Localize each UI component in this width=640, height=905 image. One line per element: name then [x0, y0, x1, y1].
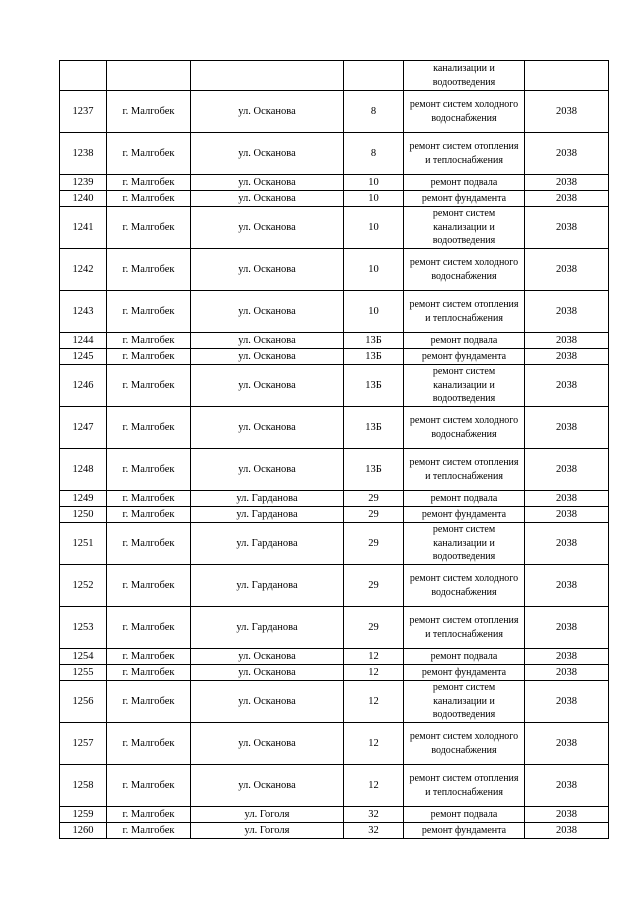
- city-cell: г. Малгобек: [107, 349, 191, 365]
- house-cell: [344, 61, 404, 91]
- house-cell: 10: [344, 291, 404, 333]
- work-type-cell: ремонт систем канализации и водоотведения: [404, 523, 525, 565]
- city-cell: г. Малгобек: [107, 407, 191, 449]
- row-number: 1241: [60, 207, 107, 249]
- table-row: [60, 765, 609, 807]
- street-cell: ул. Осканова: [191, 249, 344, 291]
- year-cell: 2038: [525, 91, 609, 133]
- city-cell: г. Малгобек: [107, 765, 191, 807]
- table-row: [60, 333, 609, 349]
- house-cell: 29: [344, 607, 404, 649]
- table-row: [60, 291, 609, 333]
- city-cell: г. Малгобек: [107, 607, 191, 649]
- house-cell: 13Б: [344, 407, 404, 449]
- work-type-cell: ремонт фундамента: [404, 349, 525, 365]
- year-cell: 2038: [525, 681, 609, 723]
- year-cell: 2038: [525, 191, 609, 207]
- street-cell: ул. Осканова: [191, 133, 344, 175]
- street-cell: ул. Осканова: [191, 191, 344, 207]
- city-cell: г. Малгобек: [107, 649, 191, 665]
- city-cell: г. Малгобек: [107, 565, 191, 607]
- year-cell: 2038: [525, 491, 609, 507]
- work-type-cell: ремонт фундамента: [404, 823, 525, 839]
- year-cell: 2038: [525, 133, 609, 175]
- house-cell: 29: [344, 491, 404, 507]
- row-number: 1248: [60, 449, 107, 491]
- street-cell: ул. Гарданова: [191, 491, 344, 507]
- house-cell: 13Б: [344, 365, 404, 407]
- table-row: [60, 723, 609, 765]
- row-number: 1240: [60, 191, 107, 207]
- house-cell: 12: [344, 723, 404, 765]
- table-row: [60, 491, 609, 507]
- city-cell: г. Малгобек: [107, 207, 191, 249]
- work-type-cell: ремонт систем холодного водоснабжения: [404, 249, 525, 291]
- street-cell: ул. Осканова: [191, 681, 344, 723]
- street-cell: ул. Осканова: [191, 333, 344, 349]
- house-cell: 12: [344, 665, 404, 681]
- row-number: 1239: [60, 175, 107, 191]
- row-number: 1245: [60, 349, 107, 365]
- year-cell: 2038: [525, 649, 609, 665]
- year-cell: 2038: [525, 665, 609, 681]
- table-row: [60, 449, 609, 491]
- work-type-cell: ремонт подвала: [404, 175, 525, 191]
- row-number: 1258: [60, 765, 107, 807]
- work-type-cell: ремонт систем отопления и теплоснабжения: [404, 607, 525, 649]
- work-type-cell: ремонт подвала: [404, 807, 525, 823]
- house-cell: 12: [344, 681, 404, 723]
- street-cell: ул. Осканова: [191, 175, 344, 191]
- city-cell: г. Малгобек: [107, 333, 191, 349]
- year-cell: 2038: [525, 807, 609, 823]
- work-type-cell: ремонт фундамента: [404, 507, 525, 523]
- year-cell: 2038: [525, 523, 609, 565]
- work-type-cell: канализации и водоотведения: [404, 61, 525, 91]
- row-number: 1256: [60, 681, 107, 723]
- row-number: 1244: [60, 333, 107, 349]
- year-cell: 2038: [525, 333, 609, 349]
- row-number: 1257: [60, 723, 107, 765]
- table-row: [60, 133, 609, 175]
- house-cell: 29: [344, 565, 404, 607]
- table-row: [60, 191, 609, 207]
- year-cell: 2038: [525, 407, 609, 449]
- city-cell: г. Малгобек: [107, 823, 191, 839]
- row-number: 1255: [60, 665, 107, 681]
- year-cell: [525, 61, 609, 91]
- street-cell: ул. Осканова: [191, 723, 344, 765]
- table-row: [60, 175, 609, 191]
- row-number: 1238: [60, 133, 107, 175]
- house-cell: 13Б: [344, 349, 404, 365]
- street-cell: ул. Гоголя: [191, 823, 344, 839]
- table-row: [60, 507, 609, 523]
- city-cell: г. Малгобек: [107, 191, 191, 207]
- street-cell: ул. Осканова: [191, 349, 344, 365]
- city-cell: г. Малгобек: [107, 175, 191, 191]
- year-cell: 2038: [525, 365, 609, 407]
- table-row: [60, 823, 609, 839]
- work-type-cell: ремонт систем отопления и теплоснабжения: [404, 449, 525, 491]
- table-row: [60, 807, 609, 823]
- street-cell: ул. Осканова: [191, 649, 344, 665]
- year-cell: 2038: [525, 449, 609, 491]
- house-cell: 8: [344, 91, 404, 133]
- year-cell: 2038: [525, 175, 609, 191]
- city-cell: г. Малгобек: [107, 133, 191, 175]
- row-number: 1249: [60, 491, 107, 507]
- row-number: 1247: [60, 407, 107, 449]
- row-number: 1252: [60, 565, 107, 607]
- table-row: [60, 649, 609, 665]
- work-type-cell: ремонт подвала: [404, 491, 525, 507]
- work-type-cell: ремонт подвала: [404, 649, 525, 665]
- table-row: [60, 249, 609, 291]
- city-cell: г. Малгобек: [107, 365, 191, 407]
- work-type-cell: ремонт систем отопления и теплоснабжения: [404, 133, 525, 175]
- street-cell: [191, 61, 344, 91]
- work-type-cell: ремонт систем канализации и водоотведения: [404, 681, 525, 723]
- street-cell: ул. Гоголя: [191, 807, 344, 823]
- city-cell: г. Малгобек: [107, 723, 191, 765]
- city-cell: [107, 61, 191, 91]
- table-row: [60, 207, 609, 249]
- street-cell: ул. Осканова: [191, 291, 344, 333]
- table-row: [60, 523, 609, 565]
- house-cell: 29: [344, 507, 404, 523]
- year-cell: 2038: [525, 607, 609, 649]
- house-cell: 13Б: [344, 449, 404, 491]
- house-cell: 8: [344, 133, 404, 175]
- house-cell: 12: [344, 649, 404, 665]
- table-row: [60, 365, 609, 407]
- work-type-cell: ремонт фундамента: [404, 665, 525, 681]
- table-row: [60, 407, 609, 449]
- year-cell: 2038: [525, 207, 609, 249]
- city-cell: г. Малгобек: [107, 449, 191, 491]
- house-cell: 10: [344, 191, 404, 207]
- year-cell: 2038: [525, 765, 609, 807]
- row-number: 1253: [60, 607, 107, 649]
- row-number: 1254: [60, 649, 107, 665]
- table-body: [60, 61, 609, 839]
- table-row: [60, 349, 609, 365]
- work-type-cell: ремонт фундамента: [404, 191, 525, 207]
- street-cell: ул. Осканова: [191, 407, 344, 449]
- city-cell: г. Малгобек: [107, 507, 191, 523]
- row-number: 1259: [60, 807, 107, 823]
- work-type-cell: ремонт систем канализации и водоотведения: [404, 365, 525, 407]
- city-cell: г. Малгобек: [107, 91, 191, 133]
- street-cell: ул. Гарданова: [191, 607, 344, 649]
- house-cell: 12: [344, 765, 404, 807]
- city-cell: г. Малгобек: [107, 491, 191, 507]
- table-row: [60, 91, 609, 133]
- street-cell: ул. Осканова: [191, 765, 344, 807]
- year-cell: 2038: [525, 249, 609, 291]
- table-row: [60, 681, 609, 723]
- house-cell: 13Б: [344, 333, 404, 349]
- city-cell: г. Малгобек: [107, 523, 191, 565]
- street-cell: ул. Осканова: [191, 665, 344, 681]
- work-type-cell: ремонт систем канализации и водоотведения: [404, 207, 525, 249]
- street-cell: ул. Осканова: [191, 207, 344, 249]
- street-cell: ул. Осканова: [191, 365, 344, 407]
- city-cell: г. Малгобек: [107, 249, 191, 291]
- repair-schedule-table: [59, 60, 609, 839]
- street-cell: ул. Осканова: [191, 91, 344, 133]
- year-cell: 2038: [525, 565, 609, 607]
- row-number: 1243: [60, 291, 107, 333]
- street-cell: ул. Гарданова: [191, 565, 344, 607]
- street-cell: ул. Гарданова: [191, 507, 344, 523]
- work-type-cell: ремонт систем отопления и теплоснабжения: [404, 765, 525, 807]
- house-cell: 10: [344, 207, 404, 249]
- work-type-cell: ремонт систем холодного водоснабжения: [404, 91, 525, 133]
- work-type-cell: ремонт систем отопления и теплоснабжения: [404, 291, 525, 333]
- table-row: [60, 565, 609, 607]
- table-row: [60, 61, 609, 91]
- work-type-cell: ремонт систем холодного водоснабжения: [404, 565, 525, 607]
- row-number: 1250: [60, 507, 107, 523]
- row-number: [60, 61, 107, 91]
- table-row: [60, 665, 609, 681]
- work-type-cell: ремонт систем холодного водоснабжения: [404, 723, 525, 765]
- work-type-cell: ремонт систем холодного водоснабжения: [404, 407, 525, 449]
- street-cell: ул. Осканова: [191, 449, 344, 491]
- row-number: 1242: [60, 249, 107, 291]
- row-number: 1237: [60, 91, 107, 133]
- city-cell: г. Малгобек: [107, 665, 191, 681]
- street-cell: ул. Гарданова: [191, 523, 344, 565]
- city-cell: г. Малгобек: [107, 291, 191, 333]
- house-cell: 32: [344, 823, 404, 839]
- year-cell: 2038: [525, 823, 609, 839]
- house-cell: 32: [344, 807, 404, 823]
- year-cell: 2038: [525, 349, 609, 365]
- table-row: [60, 607, 609, 649]
- year-cell: 2038: [525, 723, 609, 765]
- row-number: 1260: [60, 823, 107, 839]
- house-cell: 29: [344, 523, 404, 565]
- row-number: 1246: [60, 365, 107, 407]
- row-number: 1251: [60, 523, 107, 565]
- city-cell: г. Малгобек: [107, 807, 191, 823]
- work-type-cell: ремонт подвала: [404, 333, 525, 349]
- year-cell: 2038: [525, 291, 609, 333]
- city-cell: г. Малгобек: [107, 681, 191, 723]
- house-cell: 10: [344, 249, 404, 291]
- year-cell: 2038: [525, 507, 609, 523]
- house-cell: 10: [344, 175, 404, 191]
